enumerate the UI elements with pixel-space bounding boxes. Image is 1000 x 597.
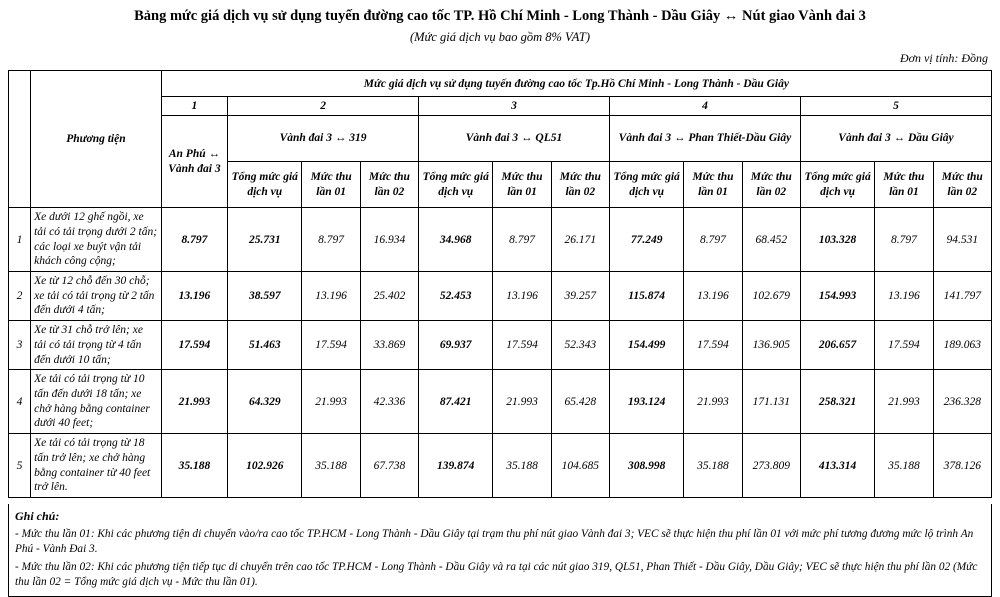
cell-r2c6: 13.196 (493, 272, 551, 321)
cell-r5c4: 67.738 (360, 434, 418, 498)
cell-r2c10: 102.679 (742, 272, 800, 321)
row-index: 1 (9, 208, 31, 272)
cell-r5c13: 378.126 (933, 434, 991, 498)
subheader-total-2: Tổng mức giá dịch vụ (228, 162, 302, 208)
row-description: Xe từ 31 chỗ trở lên; xe tải có tải trọng từ 4 tấn đến dưới 10 tấn; (31, 321, 162, 370)
cell-r5c5: 139.874 (419, 434, 493, 498)
header-blank-index (9, 71, 31, 208)
cell-r1c11: 103.328 (800, 208, 874, 272)
subheader-total-4: Tổng mức giá dịch vụ (609, 162, 683, 208)
cell-r4c12: 21.993 (875, 370, 933, 434)
table-row (9, 208, 992, 272)
cell-r2c3: 13.196 (302, 272, 360, 321)
segment-vanh-dai-3-dau-giay: Vành đai 3 ↔ Dầu Giây (800, 116, 991, 162)
cell-r3c6: 17.594 (493, 321, 551, 370)
cell-r5c11: 413.314 (800, 434, 874, 498)
cell-r3c7: 52.343 (551, 321, 609, 370)
row-index: 5 (9, 434, 31, 498)
cell-r5c8: 308.998 (609, 434, 683, 498)
price-table (8, 70, 992, 498)
cell-r4c10: 171.131 (742, 370, 800, 434)
cell-r1c3: 8.797 (302, 208, 360, 272)
segment-vanh-dai-3-phan-thiet-dau-giay: Vành đai 3 ↔ Phan Thiết-Dầu Giây (609, 116, 800, 162)
cell-r3c10: 136.905 (742, 321, 800, 370)
col-number-3: 3 (419, 97, 610, 116)
cell-r4c6: 21.993 (493, 370, 551, 434)
cell-r2c1: 13.196 (161, 272, 227, 321)
cell-r2c2: 38.597 (228, 272, 302, 321)
cell-r2c9: 13.196 (684, 272, 742, 321)
row-description: Xe tải có tải trọng từ 10 tấn đến dưới 18 tấn; xe chở hàng bằng container dưới 40 feet; (31, 370, 162, 434)
cell-r5c6: 35.188 (493, 434, 551, 498)
header-vehicle: Phương tiện (31, 71, 162, 208)
cell-r3c13: 189.063 (933, 321, 991, 370)
cell-r1c8: 77.249 (609, 208, 683, 272)
notes-line-2: - Mức thu lần 02: Khi các phương tiện tiếp tục di chuyển trên cao tốc TP.HCM - Long Thành - Dầu Giây và ra tại các nút giao 319, QL51, Phan Thiết - Dầu Giây, Dầu Giây; VEC sẽ thực hiện thu phí lần 02 (Mức thu lần 02 = Tổng mức giá dịch vụ - Mức thu lần 01). (15, 560, 978, 589)
table-row (9, 321, 992, 370)
cell-r4c8: 193.124 (609, 370, 683, 434)
subheader-fee1-4: Mức thu lần 01 (684, 162, 742, 208)
page-title: Bảng mức giá dịch vụ sử dụng tuyến đường cao tốc TP. Hồ Chí Minh - Long Thành - Dầu Giây ↔ Nút giao Vành đai 3 (134, 8, 866, 24)
page-subtitle: (Mức giá dịch vụ bao gồm 8% VAT) (409, 30, 591, 45)
subheader-fee2-3: Mức thu lần 02 (551, 162, 609, 208)
unit-label: Đơn vị tính: Đồng (899, 51, 988, 66)
segment-vanh-dai-3-319: Vành đai 3 ↔ 319 (228, 116, 419, 162)
notes-title: Ghi chú: (15, 509, 60, 524)
notes-box (8, 504, 992, 597)
cell-r3c11: 206.657 (800, 321, 874, 370)
cell-r4c9: 21.993 (684, 370, 742, 434)
table-body (9, 208, 992, 498)
cell-r2c11: 154.993 (800, 272, 874, 321)
cell-r2c13: 141.797 (933, 272, 991, 321)
cell-r1c13: 94.531 (933, 208, 991, 272)
cell-r4c2: 64.329 (228, 370, 302, 434)
cell-r3c2: 51.463 (228, 321, 302, 370)
cell-r2c7: 39.257 (551, 272, 609, 321)
cell-r4c7: 65.428 (551, 370, 609, 434)
segment-an-phu-vanh-dai-3: An Phú ↔ Vành đai 3 (161, 116, 227, 208)
col-number-2: 2 (228, 97, 419, 116)
cell-r1c2: 25.731 (228, 208, 302, 272)
cell-r4c13: 236.328 (933, 370, 991, 434)
row-index: 2 (9, 272, 31, 321)
cell-r1c7: 26.171 (551, 208, 609, 272)
cell-r5c1: 35.188 (161, 434, 227, 498)
row-index: 4 (9, 370, 31, 434)
subheader-fee1-2: Mức thu lần 01 (302, 162, 360, 208)
cell-r2c12: 13.196 (875, 272, 933, 321)
cell-r4c4: 42.336 (360, 370, 418, 434)
row-description: Xe từ 12 chỗ đến 30 chỗ; xe tải có tải trọng từ 2 tấn đến dưới 4 tấn; (31, 272, 162, 321)
subheader-total-5: Tổng mức giá dịch vụ (800, 162, 874, 208)
notes-line-1: - Mức thu lần 01: Khi các phương tiện di chuyển vào/ra cao tốc TP.HCM - Long Thành - Dầu Giây tại trạm thu phí nút giao Vành đai 3; VEC sẽ thực hiện thu phí lần 01 với mức phí tương đương mức lộ trình An Phú - Vành Đai 3. (15, 527, 974, 556)
subheader-fee1-5: Mức thu lần 01 (875, 162, 933, 208)
cell-r2c5: 52.453 (419, 272, 493, 321)
cell-r3c8: 154.499 (609, 321, 683, 370)
cell-r1c5: 34.968 (419, 208, 493, 272)
cell-r4c3: 21.993 (302, 370, 360, 434)
cell-r5c3: 35.188 (302, 434, 360, 498)
cell-r5c9: 35.188 (684, 434, 742, 498)
cell-r4c1: 21.993 (161, 370, 227, 434)
cell-r3c9: 17.594 (684, 321, 742, 370)
subheader-fee2-2: Mức thu lần 02 (360, 162, 418, 208)
cell-r3c5: 69.937 (419, 321, 493, 370)
cell-r4c11: 258.321 (800, 370, 874, 434)
cell-r3c1: 17.594 (161, 321, 227, 370)
table-row (9, 272, 992, 321)
cell-r5c10: 273.809 (742, 434, 800, 498)
cell-r3c4: 33.869 (360, 321, 418, 370)
cell-r4c5: 87.421 (419, 370, 493, 434)
row-description: Xe tải có tải trọng từ 18 tấn trở lên; xe chở hàng bằng container từ 40 feet trở lên. (31, 434, 162, 498)
table-header-row-group (9, 71, 992, 97)
cell-r5c12: 35.188 (875, 434, 933, 498)
col-number-1: 1 (161, 97, 227, 116)
cell-r5c7: 104.685 (551, 434, 609, 498)
subheader-fee1-3: Mức thu lần 01 (493, 162, 551, 208)
header-group: Mức giá dịch vụ sử dụng tuyến đường cao tốc Tp.Hồ Chí Minh - Long Thành - Dầu Giây (161, 71, 991, 97)
cell-r1c12: 8.797 (875, 208, 933, 272)
cell-r3c12: 17.594 (875, 321, 933, 370)
col-number-4: 4 (609, 97, 800, 116)
subheader-fee2-5: Mức thu lần 02 (933, 162, 991, 208)
table-row (9, 434, 992, 498)
subheader-fee2-4: Mức thu lần 02 (742, 162, 800, 208)
cell-r1c10: 68.452 (742, 208, 800, 272)
cell-r1c6: 8.797 (493, 208, 551, 272)
cell-r1c4: 16.934 (360, 208, 418, 272)
segment-vanh-dai-3-ql51: Vành đai 3 ↔ QL51 (419, 116, 610, 162)
cell-r2c4: 25.402 (360, 272, 418, 321)
table-row (9, 370, 992, 434)
cell-r3c3: 17.594 (302, 321, 360, 370)
row-index: 3 (9, 321, 31, 370)
col-number-5: 5 (800, 97, 991, 116)
cell-r1c9: 8.797 (684, 208, 742, 272)
subheader-total-3: Tổng mức giá dịch vụ (419, 162, 493, 208)
cell-r1c1: 8.797 (161, 208, 227, 272)
row-description: Xe dưới 12 ghế ngồi, xe tải có tải trọng dưới 2 tấn; các loại xe buýt vận tải khách công cộng; (31, 208, 162, 272)
cell-r2c8: 115.874 (609, 272, 683, 321)
cell-r5c2: 102.926 (228, 434, 302, 498)
